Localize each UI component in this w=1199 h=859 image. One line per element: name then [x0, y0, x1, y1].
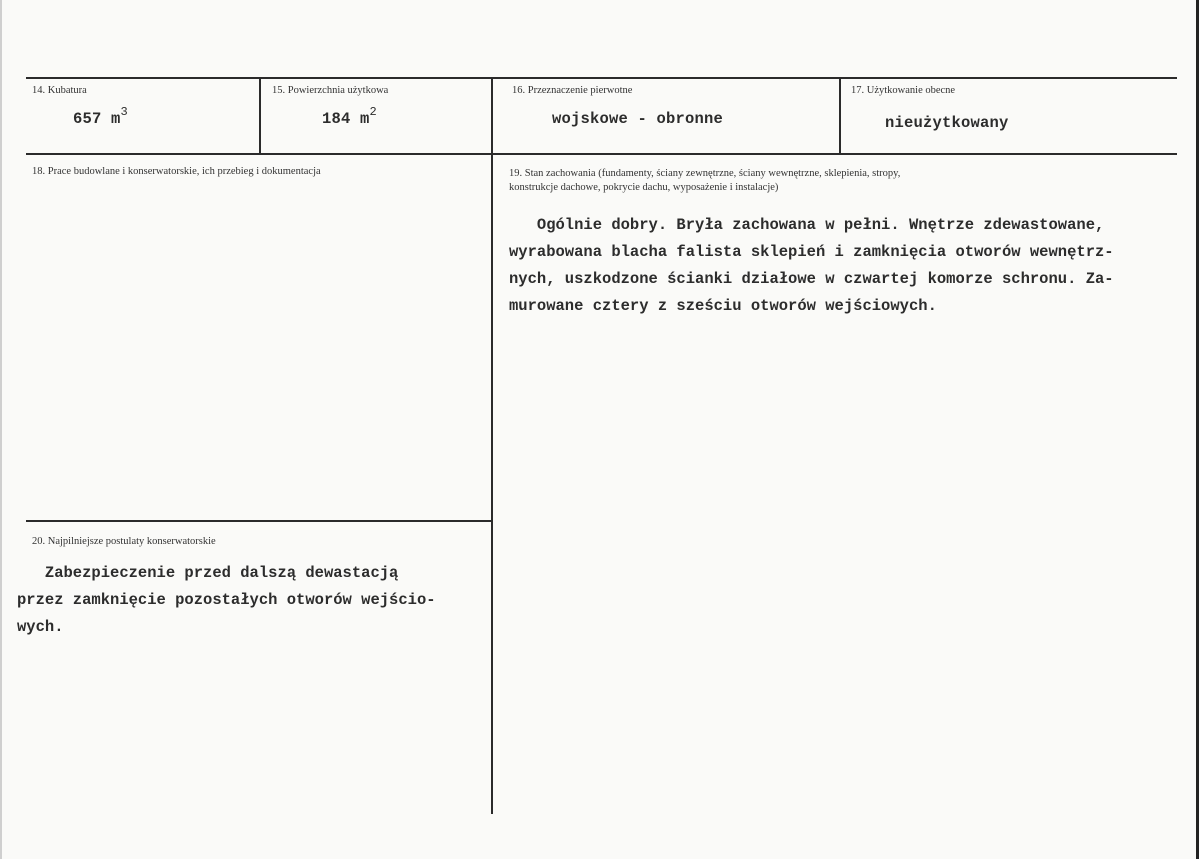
col-divider-3 — [839, 78, 841, 154]
col-divider-2 — [491, 78, 493, 814]
field-18-label: 18. Prace budowlane i konserwatorskie, ich przebieg i dokumentacja — [32, 166, 321, 177]
field-17-value: nieużytkowany — [885, 114, 1009, 132]
field-19-line: murowane cztery z sześciu otworów wejściowych. — [509, 297, 937, 315]
field-19-label-line2: konstrukcje dachowe, pokrycie dachu, wyposażenie i instalacje) — [509, 182, 779, 193]
field-19-text — [509, 212, 1114, 320]
field-20-line: przez zamknięcie pozostałych otworów wejścio- — [17, 591, 436, 609]
field-19-line: nych, uszkodzone ścianki działowe w czwartej komorze schronu. Za- — [509, 270, 1114, 288]
field-15-exponent: 2 — [369, 105, 377, 119]
field-15-label: 15. Powierzchnia użytkowa — [272, 85, 389, 96]
field-16-label: 16. Przeznaczenie pierwotne — [512, 85, 633, 96]
row-divider — [26, 153, 1177, 155]
field-20-line: Zabezpieczenie przed dalszą dewastacją — [17, 564, 399, 582]
field-20-line: wych. — [17, 618, 64, 636]
col-divider-1 — [259, 78, 261, 154]
field-17-label: 17. Użytkowanie obecne — [851, 85, 956, 96]
field-14-value: 657 $m^3$ — [73, 105, 128, 129]
field-19-line: Ogólnie dobry. Bryła zachowana w pełni. Wnętrze zdewastowane, — [509, 216, 1105, 234]
field-15-value: 184 $m^2$ — [322, 105, 377, 129]
field-20-text — [17, 560, 436, 641]
field-19-line: wyrabowana blacha falista sklepień i zamknięcia otworów wewnętrz- — [509, 243, 1114, 261]
field-14-label: 14. Kubatura — [32, 85, 87, 96]
top-rule — [26, 77, 1177, 79]
left-scan-edge — [0, 0, 2, 859]
field-20-label: 20. Najpilniejsze postulaty konserwatorskie — [32, 536, 216, 547]
field-20-top-rule — [26, 520, 492, 522]
field-16-value: wojskowe - obronne — [552, 110, 724, 128]
field-14-exponent: 3 — [120, 105, 128, 119]
field-19-label-line1: 19. Stan zachowania (fundamenty, ściany zewnętrzne, ściany wewnętrzne, sklepienia, stropy, — [509, 168, 901, 179]
